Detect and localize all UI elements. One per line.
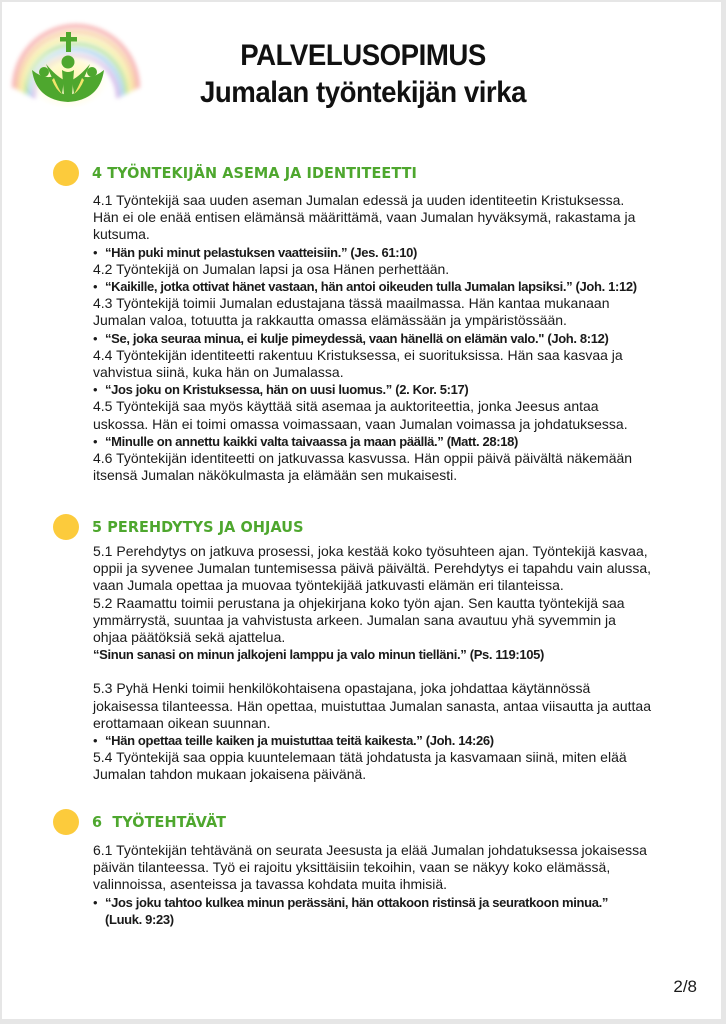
section-title: 5 PEREHDYTYS JA OHJAUS	[92, 518, 304, 536]
quote-reference: (Ps. 119:105)	[469, 647, 544, 663]
paragraph-4-2: 4.2 Työntekijä on Jumalan lapsi ja osa Hänen perhettään.	[93, 260, 450, 277]
bullet-icon: •	[93, 733, 98, 749]
section-title: 6 TYÖTEHTÄVÄT	[92, 813, 227, 831]
paragraph-5-2: 5.2 Raamattu toimii perustana ja ohjekirjana koko työn ajan. Sen kautta työntekijä saa ymmärrystä, suuntaa ja vahvistusta arkeen. Jumalan sana avautuu yhä syvemmin ja ohjaa päätöksiä sekä ajattelua.	[93, 594, 625, 646]
section-body-4	[93, 192, 653, 484]
bullet-icon: •	[93, 433, 98, 449]
paragraph-4-6: 4.6 Työntekijän identiteetti on jatkuvassa kasvussa. Hän oppii päivä päivältä näkemään itsensä Jumalan näkökulmasta ja elämään sen mukaisesti.	[93, 450, 633, 484]
title-main: PALVELUSOPIMUS	[240, 39, 486, 72]
paragraph-5-3: 5.3 Pyhä Henki toimii henkilökohtaisena opastajana, joka johdattaa käytännössä jokaisessa tilanteessa. Hän opettaa, muistuttaa Jumalan sanasta, antaa viisautta ja auttaa erottamaan oikean suunnan.	[93, 680, 652, 731]
document-title	[142, 38, 584, 112]
paragraph-5-1: 5.1 Perehdytys on jatkuva prosessi, joka kestää koko työsuhteen ajan. Työntekijä kasvaa, oppii ja syvenee Jumalan tuntemisessa päivä päivältä. Perehdytys ei tapahdu vain alussa, vaan Jumala opettaa ja muovaa työntekijää jatkuvasti elämän eri tilanteissa.	[93, 543, 651, 594]
paragraph-4-5: 4.5 Työntekijä saa myös käyttää sitä asemaa ja auktoriteettia, jonka Jeesus antaa uskossa. Hän ei toimi omassa voimassaan, vaan Jumalan voimassa ja johdatuksessa.	[93, 398, 628, 432]
quote-text: “Se, joka seuraa minua, ei kulje pimeydessä, vaan hänellä on elämän valo."	[105, 330, 545, 346]
scripture-quote	[93, 244, 653, 261]
scripture-quote	[93, 433, 653, 450]
section-body-6	[93, 842, 653, 928]
scripture-quote	[93, 381, 653, 398]
yellow-dot-icon	[53, 809, 79, 835]
yellow-dot-icon	[53, 514, 79, 540]
bullet-icon: •	[93, 894, 98, 910]
section-heading-4	[53, 158, 441, 188]
section-heading-6	[53, 807, 236, 837]
title-subtitle: Jumalan työntekijän virka	[200, 76, 526, 109]
quote-reference: (Joh. 8:12)	[547, 330, 609, 346]
quote-text: “Jos joku on Kristuksessa, hän on uusi luomus.”	[105, 382, 392, 398]
page-number: 2/8	[673, 977, 697, 996]
quote-reference: (Luuk. 9:23)	[105, 911, 174, 927]
paragraph-5-4: 5.4 Työntekijä saa oppia kuuntelemaan tätä johdatusta ja kasvamaan siinä, miten elää Jumalan tahdon mukaan jokaisena päivänä.	[93, 749, 627, 783]
yellow-dot-icon	[53, 160, 79, 186]
spacer	[93, 663, 653, 680]
quote-text: “Minulle on annettu kaikki valta taivaassa ja maan päällä.”	[105, 433, 444, 449]
document-page	[2, 2, 721, 1019]
paragraph-4-1: 4.1 Työntekijä saa uuden aseman Jumalan edessä ja uuden identiteetin Kristuksessa. Hän ei ole enää entisen elämänsä määrittämä, vaan Jumalan hyväksymä, rakastama ja kutsuma.	[93, 192, 636, 243]
quote-reference: (Matt. 28:18)	[446, 433, 519, 449]
bullet-icon: •	[93, 382, 98, 398]
scripture-quote	[93, 894, 653, 928]
church-logo-icon	[6, 10, 146, 110]
quote-text: “Kaikille, jotka ottivat hänet vastaan, hän antoi oikeuden tulla Jumalan lapsiksi.”	[105, 279, 573, 295]
section-body-5	[93, 543, 653, 784]
quote-reference: (Joh. 14:26)	[425, 733, 494, 749]
quote-text: “Sinun sanasi on minun jalkojeni lamppu ja valo minun tielläni.”	[93, 647, 467, 663]
quote-reference: (Joh. 1:12)	[575, 279, 637, 295]
quote-text: “Hän opettaa teille kaiken ja muistuttaa teitä kaikesta.”	[105, 733, 423, 749]
bullet-icon: •	[93, 279, 98, 295]
scripture-quote	[93, 330, 653, 347]
quote-text: “Jos joku tahtoo kulkea minun perässäni, hän ottakoon ristinsä ja seuratkoon minua.”	[105, 894, 608, 910]
bullet-icon: •	[93, 330, 98, 346]
section-title: 4 TYÖNTEKIJÄN ASEMA JA IDENTITEETTI	[92, 164, 417, 182]
section-heading-5	[53, 512, 320, 542]
quote-text: “Hän puki minut pelastuksen vaatteisiin.”	[105, 244, 348, 260]
quote-reference: (2. Kor. 5:17)	[395, 382, 469, 398]
paragraph-4-3: 4.3 Työntekijä toimii Jumalan edustajana tässä maailmassa. Hän kantaa mukanaan Jumalan valoa, totuutta ja rakkautta omassa elämässään ja ympäristössään.	[93, 295, 610, 329]
scripture-quote	[93, 278, 653, 295]
scripture-quote	[93, 732, 653, 749]
scripture-quote	[93, 646, 653, 663]
quote-reference: (Jes. 61:10)	[350, 244, 417, 260]
paragraph-6-1: 6.1 Työntekijän tehtävänä on seurata Jeesusta ja elää Jumalan johdatuksessa jokaisessa päivän tilanteessa. Työ ei rajoitu yksittäisiin tekoihin, vaan se näkyy koko elämässä, valinnoissa, asenteissa ja tavassa kohdata muita ihmisiä.	[93, 842, 647, 893]
bullet-icon: •	[93, 244, 98, 260]
paragraph-4-4: 4.4 Työntekijän identiteetti rakentuu Kristuksessa, ei suorituksissa. Hän saa kasvaa ja vahvistua siinä, kuka hän on Jumalassa.	[93, 346, 623, 381]
